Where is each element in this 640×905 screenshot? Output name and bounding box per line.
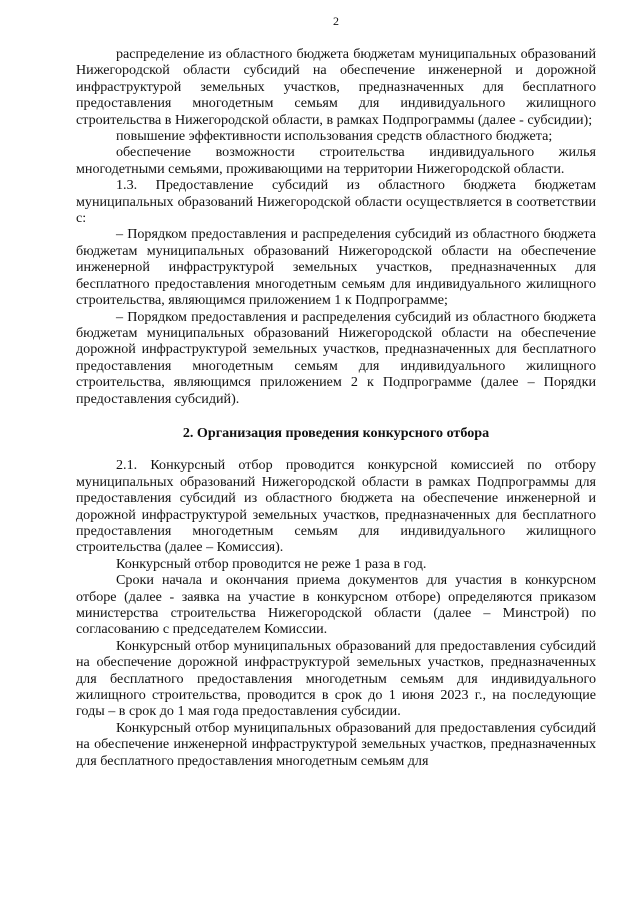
paragraph: 2.1. Конкурсный отбор проводится конкурсной комиссией по отбору муниципальных образований Нижегородской области в рамках Подпрограммы для предоставления субсидий из областного бюджета на обеспечение инженерной и дорожной инфраструктурой земельных участков, предназначенных для бесплатного предоставления многодетным семьям для индивидуального жилищного строительства (далее – Комиссия). bbox=[76, 457, 596, 556]
paragraph: повышение эффективности использования средств областного бюджета; bbox=[116, 128, 553, 145]
paragraph: Сроки начала и окончания приема документов для участия в конкурсном отборе (далее - заявка на участие в конкурсном отборе) определяются приказом министерства строительства Нижегородской области (далее – Минстрой) по согласованию с председателем Комиссии. bbox=[76, 572, 596, 638]
paragraph: Конкурсный отбор муниципальных образований для предоставления субсидий на обеспечение дорожной инфраструктурой земельных участков, предназначенных для бесплатного предоставления многодетным семьям для индивидуального жилищного строительства, проводится в срок до 1 июня 2023 г., на последующие годы – в срок до 1 мая года предоставления субсидии. bbox=[76, 637, 596, 720]
paragraph: обеспечение возможности строительства индивидуального жилья многодетными семьями, проживающими на территории Нижегородской области. bbox=[76, 144, 596, 177]
paragraph: Конкурсный отбор муниципальных образований для предоставления субсидий на обеспечение инженерной инфраструктурой земельных участков, предназначенных для бесплатного предоставления многодетным семьям для bbox=[76, 719, 596, 769]
page-number: 2 bbox=[333, 14, 339, 28]
section-heading: 2. Организация проведения конкурсного отбора bbox=[182, 424, 490, 441]
list-item: – Порядком предоставления и распределения субсидий из областного бюджета бюджетам муниципальных образований Нижегородской области на обеспечение инженерной инфраструктурой земельных участков, предназначенных для бесплатного предоставления многодетным семьям для индивидуального жилищного строительства, являющимся приложением 1 к Подпрограмме; bbox=[76, 226, 596, 309]
paragraph: 1.3. Предоставление субсидий из областного бюджета бюджетам муниципальных образований Нижегородской области осуществляется в соответствии с: bbox=[76, 177, 596, 227]
list-item: – Порядком предоставления и распределения субсидий из областного бюджета бюджетам муниципальных образований Нижегородской области на обеспечение дорожной инфраструктурой земельных участков, предназначенных для бесплатного предоставления многодетным семьям для индивидуального жилищного строительства, являющимся приложением 2 к Подпрограмме (далее – Порядки предоставления субсидий). bbox=[76, 308, 596, 407]
paragraph: распределение из областного бюджета бюджетам муниципальных образований Нижегородской области субсидий на обеспечение инженерной и дорожной инфраструктурой земельных участков, предназначенных для бесплатного предоставления многодетным семьям для индивидуального жилищного строительства в Нижегородской области, в рамках Подпрограммы (далее - субсидии); bbox=[76, 46, 596, 128]
paragraph: Конкурсный отбор проводится не реже 1 раза в год. bbox=[116, 555, 427, 572]
